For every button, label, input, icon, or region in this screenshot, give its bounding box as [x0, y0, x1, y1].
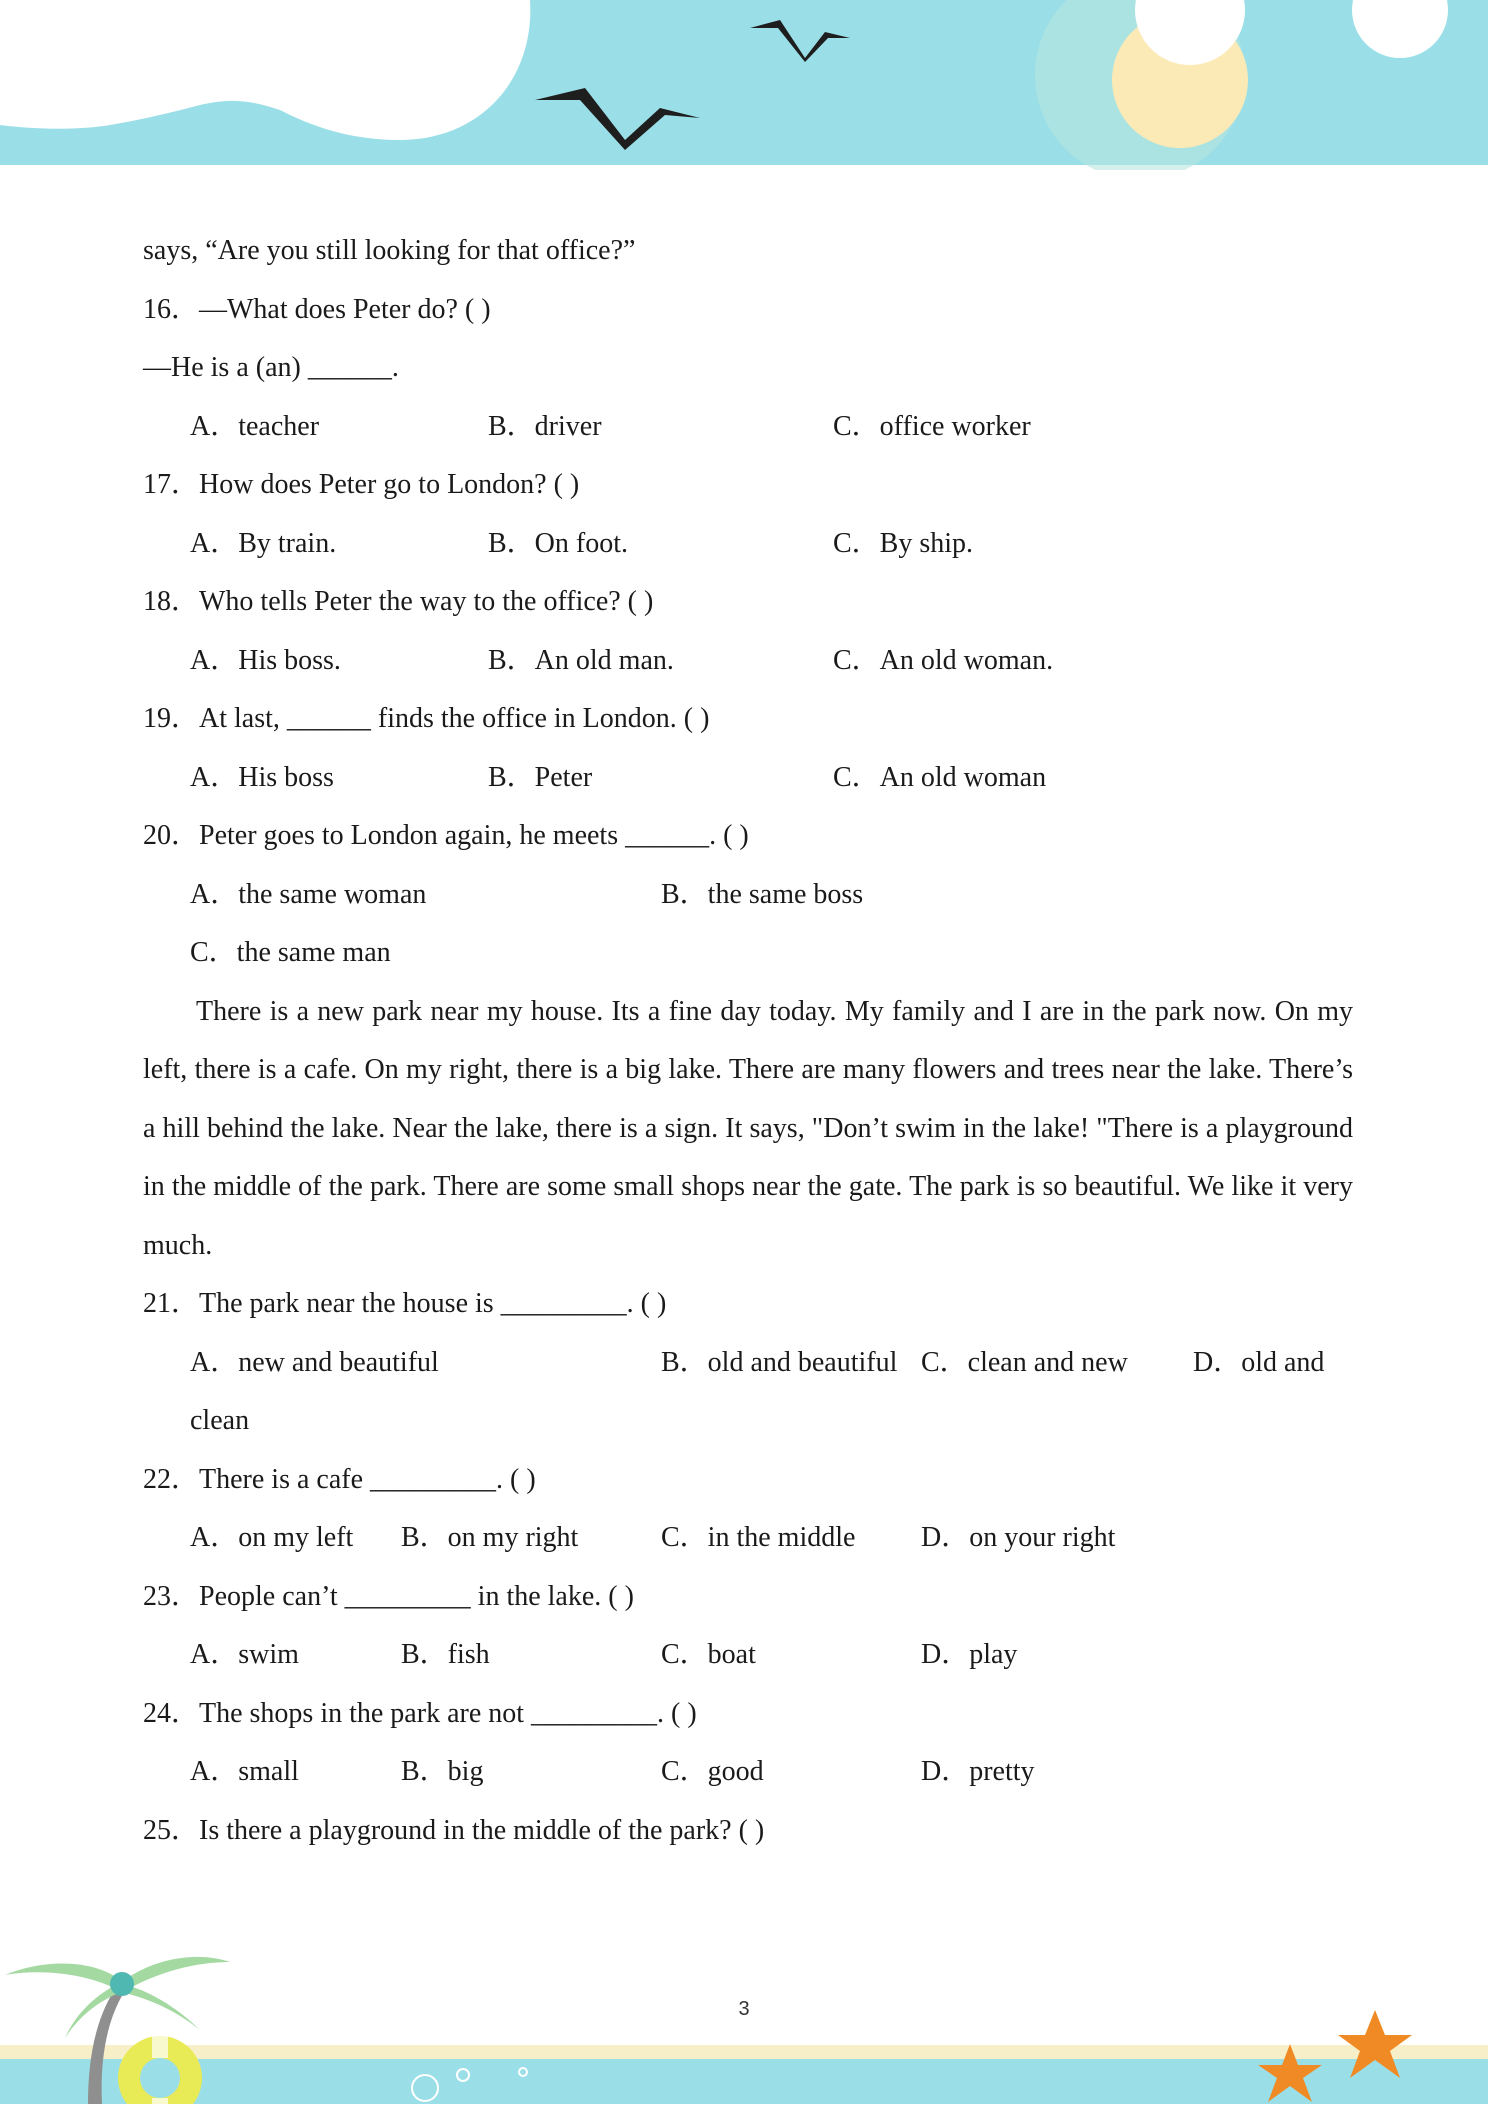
option-b[interactable]: B．On foot. — [488, 527, 629, 559]
option-b[interactable]: B．old and beautiful — [661, 1346, 898, 1378]
option-a[interactable]: A．small — [190, 1756, 299, 1787]
option-c[interactable]: C．in the middle — [661, 1522, 856, 1553]
page-number: 3 — [738, 1998, 750, 2020]
question-18: 18．Who tells Peter the way to the office? ( ) — [143, 586, 654, 617]
question-23: 23．People can’t _________ in the lake. ( ) — [143, 1580, 634, 1612]
options-row — [143, 515, 1353, 574]
options-row — [143, 866, 1353, 925]
option-c[interactable]: C．office worker — [833, 410, 1031, 442]
option-a[interactable]: A．His boss — [190, 761, 334, 793]
header-sky-decoration — [0, 0, 1488, 170]
options-row — [143, 1743, 1353, 1802]
options-row — [143, 1626, 1353, 1685]
option-d[interactable]: D．pretty — [921, 1756, 1035, 1787]
option-b[interactable]: B．on my right — [401, 1522, 579, 1553]
question-19: 19．At last, ______ finds the office in London. ( ) — [143, 703, 710, 734]
option-a[interactable]: A．teacher — [190, 410, 320, 442]
question-21: 21．The park near the house is _________. ( ) — [143, 1288, 667, 1319]
option-d[interactable]: D．old and — [1193, 1346, 1325, 1378]
option-c[interactable]: C．the same man — [190, 937, 391, 968]
footer-beach-decoration — [0, 1920, 1488, 2104]
option-b[interactable]: B．An old man. — [488, 644, 674, 676]
question-20: 20．Peter goes to London again, he meets ______. ( ) — [143, 820, 749, 851]
option-b[interactable]: B．driver — [488, 410, 602, 442]
options-row — [143, 1509, 1353, 1568]
option-d[interactable]: D．on your right — [921, 1522, 1116, 1553]
option-c[interactable]: C．By ship. — [833, 527, 974, 559]
option-a[interactable]: A．By train. — [190, 527, 337, 559]
option-a[interactable]: A．His boss. — [190, 644, 341, 676]
question-22: 22．There is a cafe _________. ( ) — [143, 1463, 536, 1495]
option-c[interactable]: C．good — [661, 1756, 764, 1787]
options-row — [143, 632, 1353, 691]
option-b[interactable]: B．big — [401, 1756, 484, 1787]
text-line: says, “Are you still looking for that office?” — [143, 235, 636, 266]
option-a[interactable]: A．new and beautiful — [190, 1346, 439, 1378]
option-c[interactable]: C．An old woman. — [833, 644, 1054, 676]
question-block-2 — [143, 1275, 1353, 1860]
answer-line: —He is a (an) ______. — [143, 352, 399, 383]
question-24: 24．The shops in the park are not _________. ( ) — [143, 1697, 697, 1729]
options-row — [143, 749, 1353, 808]
option-b[interactable]: B．the same boss — [661, 878, 864, 910]
options-row — [143, 398, 1353, 457]
option-b[interactable]: B．Peter — [488, 761, 593, 793]
options-row — [143, 924, 1353, 983]
option-c[interactable]: C．clean and new — [921, 1346, 1128, 1378]
option-b[interactable]: B．fish — [401, 1639, 490, 1670]
option-c[interactable]: C．An old woman — [833, 761, 1047, 793]
option-d[interactable]: D．play — [921, 1639, 1018, 1670]
option-a[interactable]: A．swim — [190, 1639, 299, 1670]
question-16: 16．—What does Peter do? ( ) — [143, 293, 491, 325]
option-d-continued: clean — [190, 1405, 250, 1436]
worksheet-content — [143, 222, 1353, 1860]
question-block-1 — [143, 222, 1353, 983]
option-c[interactable]: C．boat — [661, 1639, 756, 1670]
question-17: 17．How does Peter go to London? ( ) — [143, 469, 580, 500]
question-25: 25．Is there a playground in the middle of the park? ( ) — [143, 1814, 765, 1846]
options-row — [143, 1392, 1353, 1451]
option-a[interactable]: A．on my left — [190, 1522, 354, 1553]
options-row — [143, 1334, 1353, 1393]
reading-passage: There is a new park near my house. Its a fine day today. My family and I are in the park now. On my left, there is a cafe. On my right, there is a big lake. There are many flowers and trees near the lake. There’s a hill behind the lake. Near the lake, there is a sign. It says, "Don’t swim in the lake! "There is a playground in the middle of the park. There are some small shops near the gate. The park is so beautiful. We like it very much. — [143, 995, 1353, 1261]
option-a[interactable]: A．the same woman — [190, 878, 427, 910]
